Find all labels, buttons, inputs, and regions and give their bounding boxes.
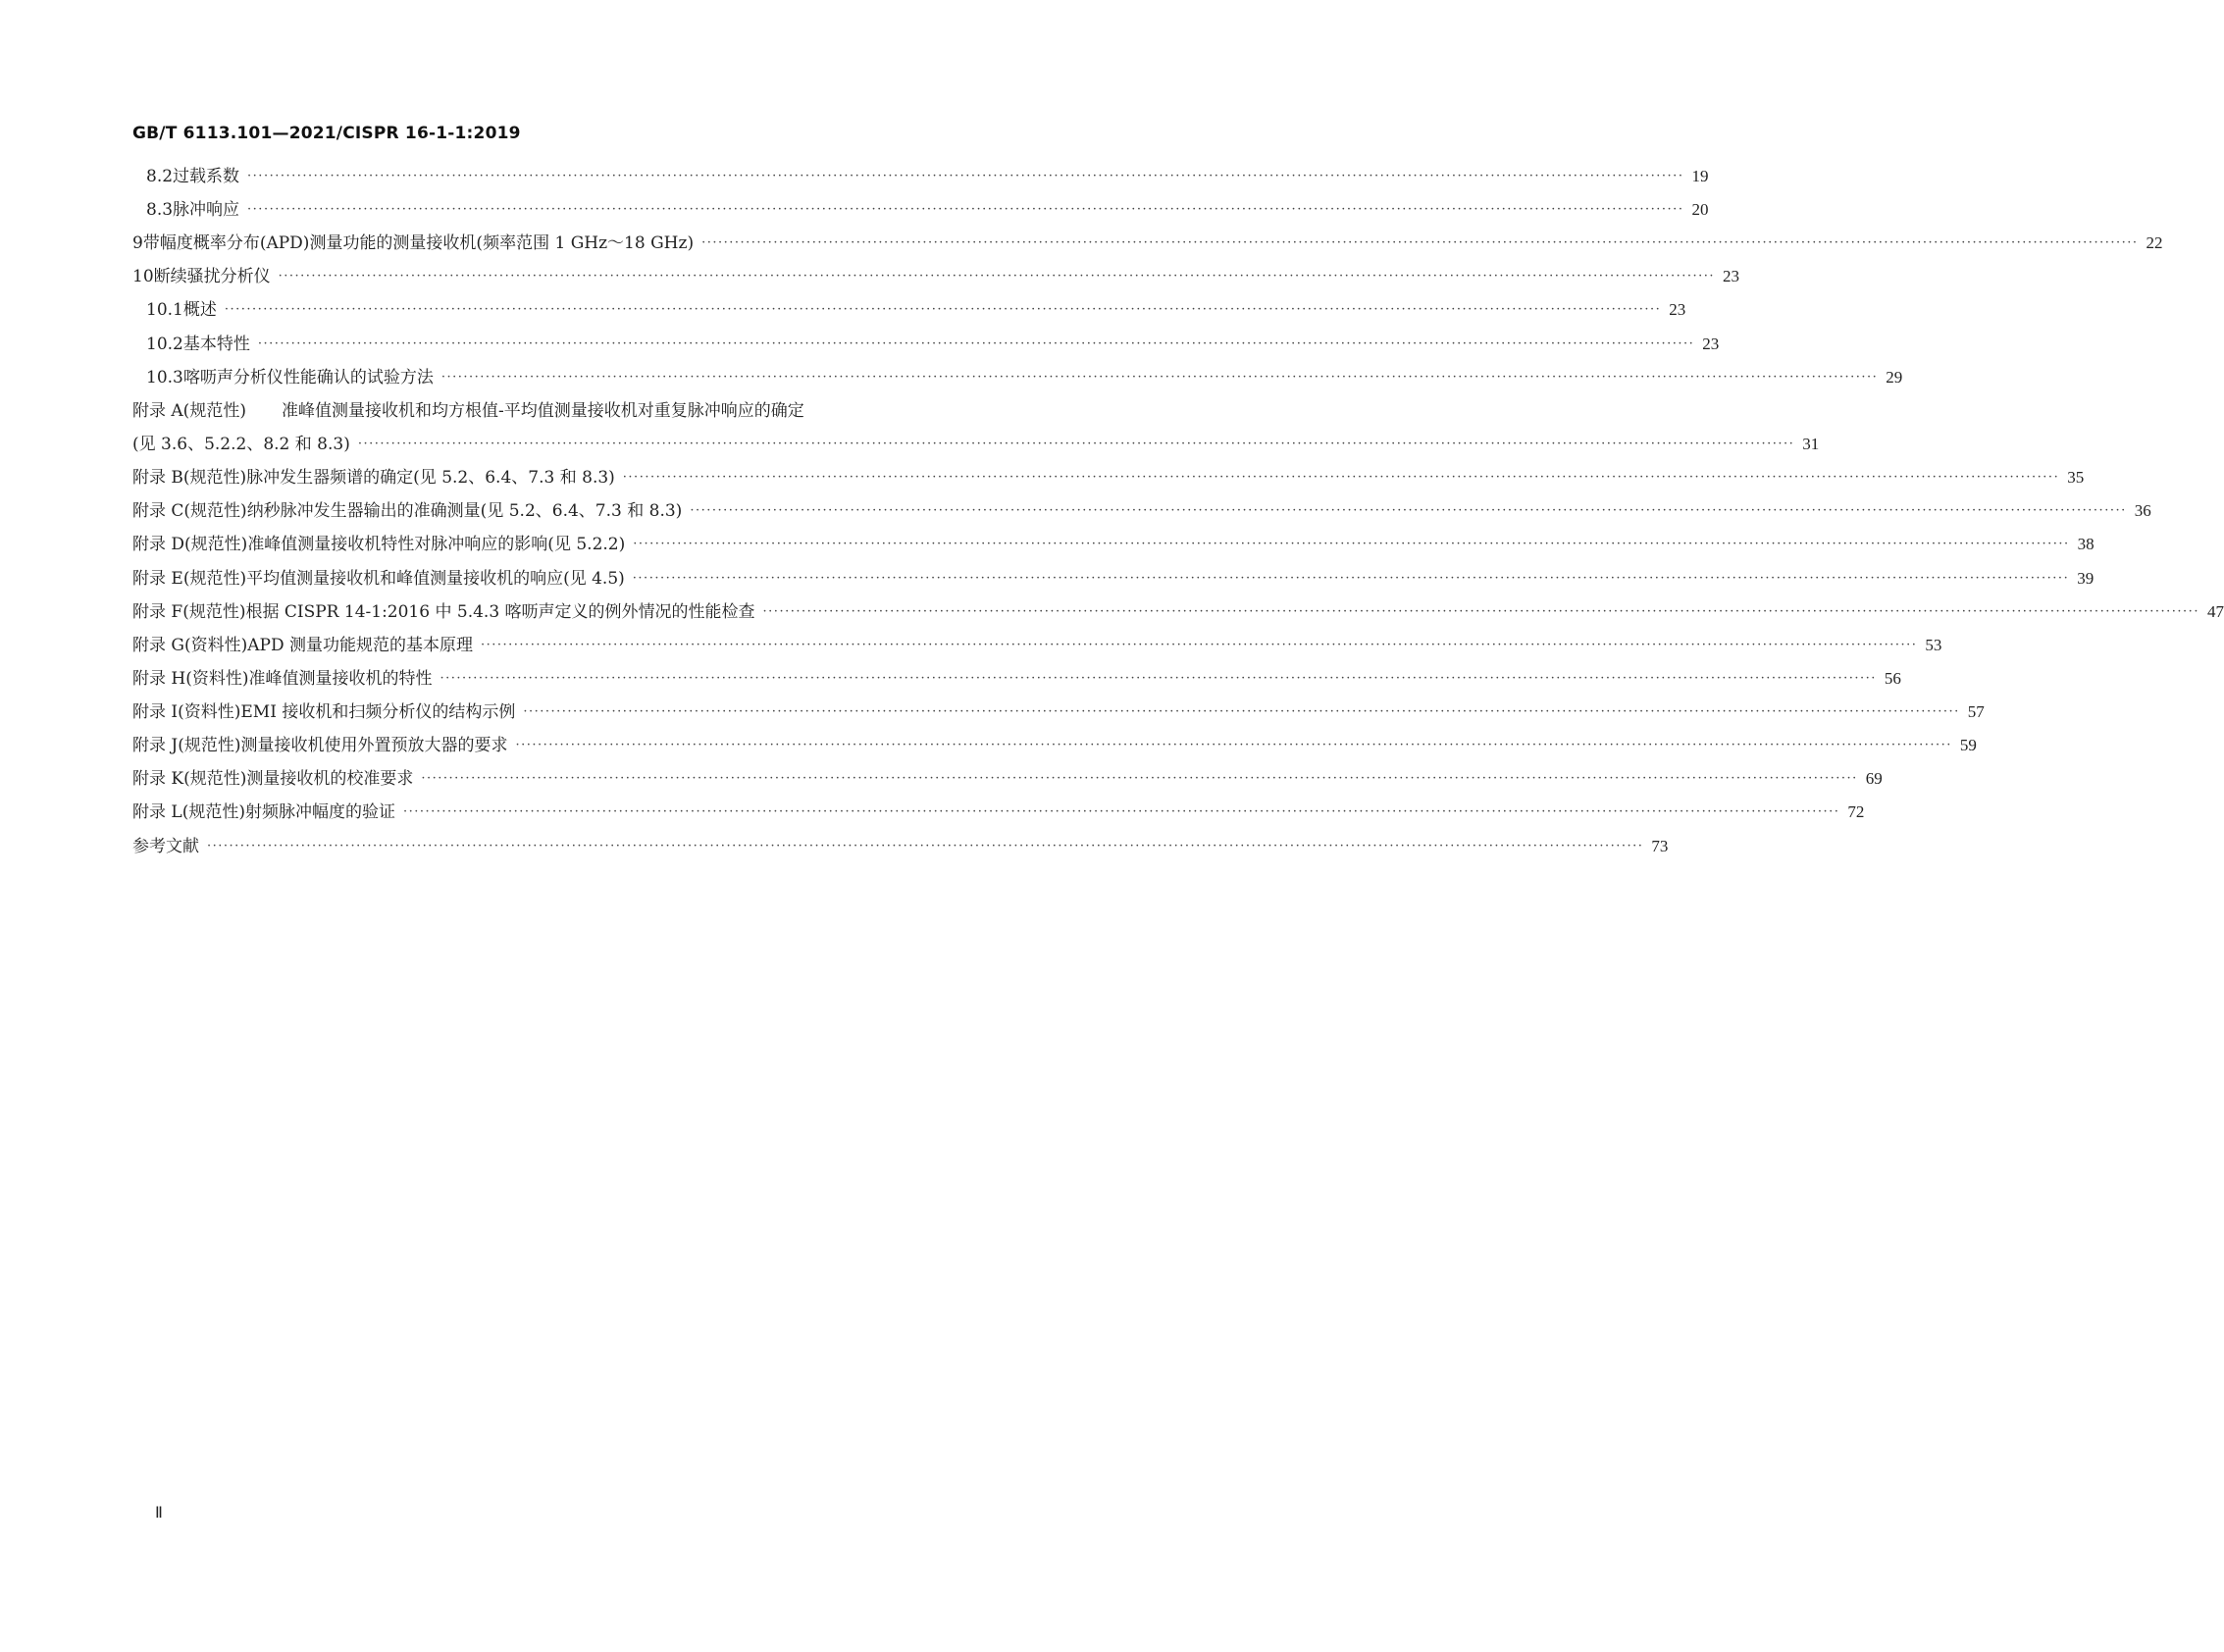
toc-entry-number: 附录 A(规范性) [132,401,246,421]
toc-leader-dots: ···································································································································································································································································· [440,671,1877,686]
toc-entry[interactable] [146,197,1709,223]
toc-entry-number: 附录 B(规范性) [132,468,247,488]
toc-entry-title: 带幅度概率分布(APD)测量功能的测量接收机(频率范围 1 GHz～18 GHz) [142,233,695,253]
toc-entry[interactable] [132,532,2095,557]
toc-entry-number: 附录 K(规范性) [132,769,247,789]
toc-entry[interactable] [146,164,1709,189]
toc-entry-page: 29 [1886,368,1903,387]
toc-entry-title: 脉冲发生器频谱的确定(见 5.2、6.4、7.3 和 8.3) [246,468,615,488]
toc-entry-title: 概述 [182,300,217,320]
toc-entry-title: 测量接收机的校准要求 [246,769,414,789]
toc-entry-number: 10.2 [146,335,183,354]
toc-leader-dots: ···································································································································································································································································· [481,638,1918,652]
toc-entry[interactable] [146,297,1686,323]
toc-entry-number: 附录 D(规范性) [132,535,248,554]
toc-entry-number: 10 [132,267,154,286]
toc-entry-number: 10.1 [146,300,183,320]
toc-entry-page: 36 [2134,501,2151,520]
toc-entry-number: 附录 I(资料性) [132,702,241,722]
toc-entry[interactable] [146,332,1720,357]
toc-leader-dots: ···································································································································································································································································· [633,537,2070,551]
toc-entry[interactable] [132,465,2085,490]
toc-entry[interactable] [132,766,1883,792]
toc-leader-dots: ···································································································································································································································································· [690,503,2127,518]
toc-entry-page: 38 [2077,535,2095,553]
toc-entry-page: 23 [1669,300,1686,319]
toc-entry-title: 纳秒脉冲发生器输出的准确测量(见 5.2、6.4、7.3 和 8.3) [246,501,683,521]
toc-entry[interactable] [132,666,1901,692]
toc-leader-dots: ···································································································································································································································································· [357,437,1795,451]
toc-entry-page: 53 [1925,636,1942,654]
toc-entry-page: 31 [1802,435,1820,453]
toc-entry-number: 附录 C(规范性) [132,501,247,521]
toc-entry[interactable] [132,498,2151,524]
toc-entry[interactable] [132,432,1820,457]
toc-leader-dots: ···································································································································································································································································· [622,470,2060,485]
toc-entry-number: 附录 H(资料性) [132,669,249,689]
toc-entry-title: 基本特性 [182,335,250,354]
toc-entry-title: APD 测量功能规范的基本原理 [247,636,473,655]
toc-entry-page: 22 [2146,233,2163,252]
toc-leader-dots: ···································································································································································································································································· [515,738,1952,752]
toc-entry-page: 57 [1967,702,1985,721]
toc-leader-dots: ···································································································································································································································································· [207,839,1644,853]
toc-leader-dots: ···································································································································································································································································· [247,169,1684,183]
toc-entry[interactable] [146,365,1903,390]
toc-entry-page: 72 [1847,802,1865,821]
toc-leader-dots: ···································································································································································································································································· [224,302,1662,317]
toc-entry-title: 过载系数 [173,167,240,186]
toc-entry-page: 23 [1723,267,1740,285]
toc-entry-number: 附录 L(规范性) [132,802,245,822]
toc-leader-dots: ···································································································································································································································································· [440,370,1879,385]
toc-entry-title: 断续骚扰分析仪 [153,267,271,286]
toc-entry-page: 56 [1884,669,1901,688]
toc-leader-dots: ···································································································································································································································································· [701,235,2139,250]
toc-entry-title: 参考文献 [132,837,199,856]
toc-entry-number: 附录 E(规范性) [132,569,247,589]
toc-entry-page: 20 [1691,200,1709,219]
toc-entry-title: 平均值测量接收机和峰值测量接收机的响应(见 4.5) [246,569,625,589]
toc-entry-title: 准峰值测量接收机的特性 [248,669,433,689]
toc-entry[interactable] [132,599,2224,625]
toc-entry-title: 喀呖声分析仪性能确认的试验方法 [182,368,434,387]
toc-entry[interactable] [132,398,1037,424]
document-header: GB/T 6113.101—2021/CISPR 16-1-1:2019 [132,124,521,143]
toc-entry-number: 附录 J(规范性) [132,736,241,755]
toc-entry-number: 8.2 [146,167,174,186]
toc-entry-page: 23 [1702,335,1720,353]
toc-entry-title: 准峰值测量接收机特性对脉冲响应的影响(见 5.2.2) [247,535,626,554]
toc-entry-page: 39 [2077,569,2095,588]
toc-leader-dots: ···································································································································································································································································· [762,604,2199,619]
toc-entry-page: 73 [1651,837,1669,855]
toc-entry-title: 射频脉冲幅度的验证 [244,802,395,822]
toc-leader-dots: ···································································································································································································································································· [257,336,1695,351]
toc-entry-title: 测量接收机使用外置预放大器的要求 [240,736,508,755]
toc-leader-dots: ···································································································································································································································································· [247,202,1684,217]
toc-entry[interactable] [132,231,2163,256]
toc-entry-page: 19 [1691,167,1709,185]
toc-entry[interactable] [132,800,1865,825]
toc-entry-number: 附录 G(资料性) [132,636,248,655]
toc-entry-title: 准峰值测量接收机和均方根值-平均值测量接收机对重复脉冲响应的确定 [282,401,804,421]
toc-entry-title: EMI 接收机和扫频分析仪的结构示例 [240,702,516,722]
toc-leader-dots: ···································································································································································································································································· [523,704,1960,719]
toc-entry[interactable] [132,566,2095,592]
toc-entry-number: 8.3 [146,200,174,220]
toc-entry-page: 69 [1865,769,1883,788]
toc-entry-page: 59 [1959,736,1977,754]
toc-entry-title: (见 3.6、5.2.2、8.2 和 8.3) [132,435,350,454]
toc-entry[interactable] [132,264,1740,289]
toc-entry-title: 根据 CISPR 14-1:2016 中 5.4.3 喀呖声定义的例外情况的性能检查 [245,602,755,622]
toc-entry[interactable] [132,699,1985,725]
toc-entry[interactable] [132,834,1669,859]
toc-entry-page: 35 [2067,468,2085,487]
toc-leader-dots: ···································································································································································································································································· [632,571,2070,586]
toc-leader-dots: ···································································································································································································································································· [278,269,1716,284]
toc-entry[interactable] [132,633,1942,658]
toc-entry-title: 脉冲响应 [173,200,240,220]
toc-entry[interactable] [132,733,1977,758]
toc-entry-number: 9 [132,233,143,253]
toc-leader-dots: ···································································································································································································································································· [421,771,1858,786]
toc-entry-number: 10.3 [146,368,183,387]
toc-leader-dots: ···································································································································································································································································· [402,804,1840,819]
toc-entry-number: 附录 F(规范性) [132,602,246,622]
toc-entry-page: 47 [2206,602,2224,621]
page-number: Ⅱ [155,1505,163,1522]
